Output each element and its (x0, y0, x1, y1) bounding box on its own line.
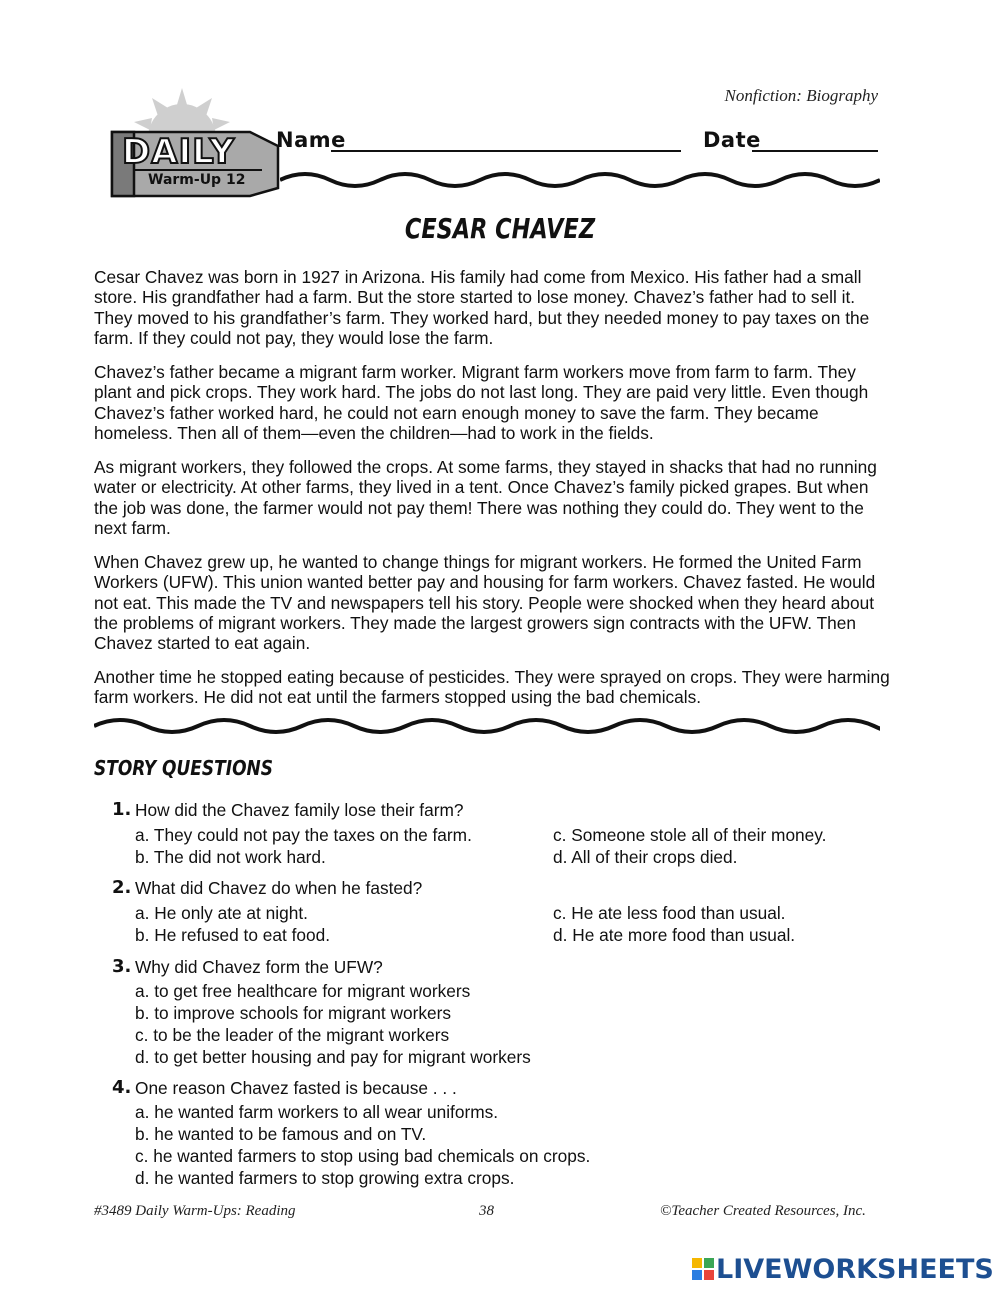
answer-option[interactable]: b. He refused to eat food. (135, 925, 331, 945)
question-number: 3. (112, 956, 132, 977)
story-paragraph-1: Cesar Chavez was born in 1927 in Arizona. His family had come from Mexico. His father had a small store. His grandfather had a farm. But the store started to lose money. Chavez’s father had to sell it. They moved to his grandfather’s farm. They worked hard, but they needed money to pay taxes on the farm. If they could not pay, they would lose the farm. (94, 267, 870, 348)
page-number: 38 (479, 1203, 494, 1219)
story-paragraph-2: Chavez’s father became a migrant farm worker. Migrant farm workers move from farm to farm. They plant and pick crops. They work hard. The jobs do not last long. They are paid very little. Even though Chavez’s father worked hard, he could not earn enough money to save the farm. They became homeless. Then all of them—even the children—had to work in the fields. (94, 362, 869, 443)
questions-heading: STORY QUESTIONS (94, 756, 274, 780)
answer-option[interactable]: a. to get free healthcare for migrant workers (135, 981, 471, 1001)
answer-option[interactable]: a. He only ate at night. (135, 903, 308, 923)
answer-option[interactable]: d. he wanted farmers to stop growing extra crops. (135, 1168, 515, 1188)
question-text: One reason Chavez fasted is because . . . (135, 1078, 457, 1098)
watermark-text: LIVEWORKSHEETS (716, 1254, 994, 1285)
page-title: CESAR CHAVEZ (404, 212, 596, 245)
story-paragraph-4: When Chavez grew up, he wanted to change things for migrant workers. He formed the United Farm Workers (UFW). This union wanted better pay and housing for farm workers. Chavez fasted. He would not eat. This made the TV and newspapers tell his story. People were shocked when they heard about the problems of migrant workers. They made the largest growers sign contracts with the UFW. Then Chavez started to eat again. (94, 552, 876, 654)
name-field[interactable] (331, 150, 681, 152)
genre-label: Nonfiction: Biography (724, 86, 878, 105)
answer-option[interactable]: c. Someone stole all of their money. (553, 825, 827, 845)
answer-option[interactable]: a. he wanted farm workers to all wear uniforms. (135, 1102, 499, 1122)
wavy-divider-bottom (94, 714, 880, 738)
story-paragraph-5: Another time he stopped eating because of pesticides. They were sprayed on crops. They were harming farm workers. He did not eat until the farmers stopped using the bad chemicals. (94, 667, 890, 708)
question-text: How did the Chavez family lose their farm? (135, 800, 464, 820)
logo-subtitle: Warm-Up 12 (148, 172, 246, 188)
footer-left: #3489 Daily Warm-Ups: Reading (94, 1203, 296, 1219)
answer-option[interactable]: c. he wanted farmers to stop using bad chemicals on crops. (135, 1146, 591, 1166)
date-label: Date (703, 128, 761, 152)
question-text: What did Chavez do when he fasted? (135, 878, 423, 898)
question-number: 1. (112, 799, 132, 820)
date-field[interactable] (752, 150, 878, 152)
answer-option[interactable]: c. He ate less food than usual. (553, 903, 786, 923)
answer-option[interactable]: d. He ate more food than usual. (553, 925, 796, 945)
question-number: 4. (112, 1077, 132, 1098)
answer-option[interactable]: d. All of their crops died. (553, 847, 738, 867)
question-number: 2. (112, 877, 132, 898)
logo-word: DAILY (122, 132, 236, 172)
name-label: Name (276, 128, 346, 152)
answer-option[interactable]: d. to get better housing and pay for migrant workers (135, 1047, 531, 1067)
answer-option[interactable]: b. he wanted to be famous and on TV. (135, 1124, 427, 1144)
story-paragraph-3: As migrant workers, they followed the crops. At some farms, they stayed in shacks that had no running water or electricity. At other farms, they lived in a tent. Once Chavez’s family picked grapes. But when the job was done, the farmer would not pay them! There was nothing they could do. They went to the next farm. (94, 457, 877, 538)
daily-warmup-logo (100, 88, 290, 198)
question-text: Why did Chavez form the UFW? (135, 957, 383, 977)
footer-right: ©Teacher Created Resources, Inc. (660, 1203, 866, 1219)
answer-option[interactable]: b. The did not work hard. (135, 847, 326, 867)
answer-option[interactable]: c. to be the leader of the migrant workers (135, 1025, 450, 1045)
blocks-icon (692, 1258, 714, 1280)
wavy-divider-top (280, 168, 880, 192)
answer-option[interactable]: a. They could not pay the taxes on the farm. (135, 825, 472, 845)
answer-option[interactable]: b. to improve schools for migrant workers (135, 1003, 451, 1023)
